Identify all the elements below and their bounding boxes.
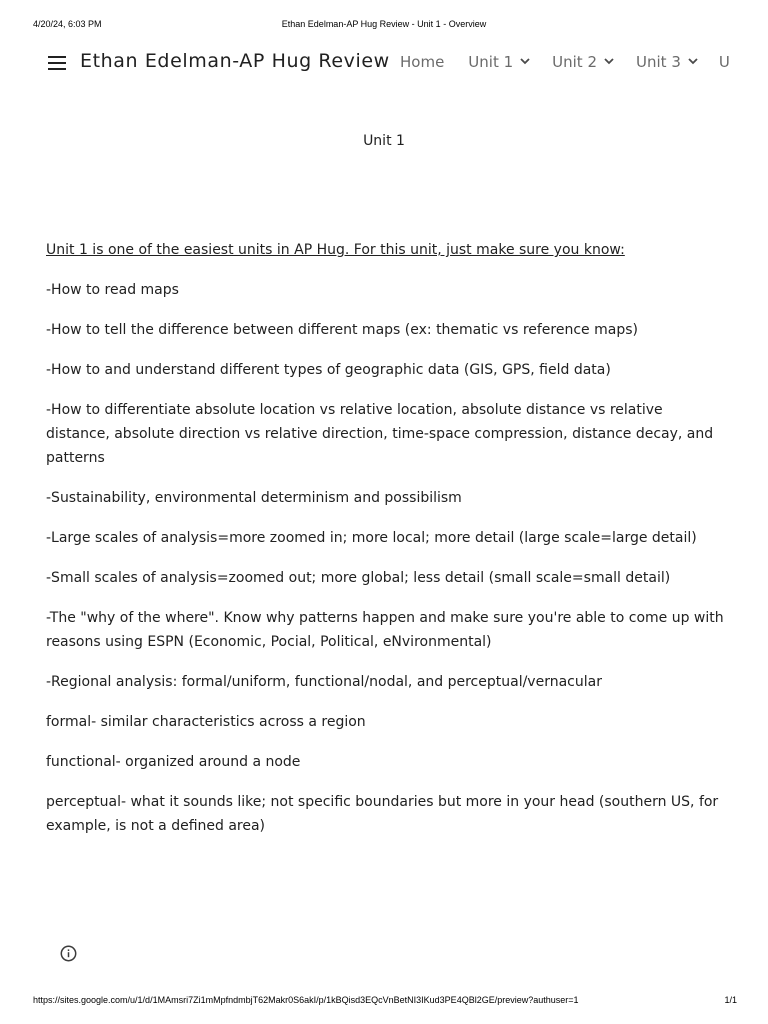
info-circle-icon[interactable] xyxy=(60,945,77,962)
nav-item-label: Home xyxy=(400,53,445,71)
content-paragraph: -How to differentiate absolute location vs relative location, absolute distance vs relative distance, absolute direction vs relative direction, time-space compression, distance decay, and patterns xyxy=(46,402,714,466)
print-datetime: 4/20/24, 6:03 PM xyxy=(33,19,102,29)
content-paragraph: -Regional analysis: formal/uniform, functional/nodal, and perceptual/vernacular xyxy=(46,674,602,690)
content-paragraph: functional- organized around a node xyxy=(46,754,301,770)
chevron-down-icon xyxy=(687,55,699,67)
content-paragraph: -How to tell the difference between different maps (ex: thematic vs reference maps) xyxy=(46,322,638,338)
content-paragraph: formal- similar characteristics across a region xyxy=(46,714,366,730)
nav-item-label: Unit 1 xyxy=(468,53,514,71)
chevron-down-icon xyxy=(603,55,615,67)
page-heading: Unit 1 xyxy=(363,133,405,149)
intro-text: Unit 1 is one of the easiest units in AP Hug. For this unit, just make sure you know: xyxy=(46,242,625,258)
top-navigation xyxy=(400,53,730,71)
content-paragraph: -Sustainability, environmental determinism and possibilism xyxy=(46,490,462,506)
nav-item-unit-3[interactable] xyxy=(636,53,699,71)
hamburger-menu-icon[interactable] xyxy=(48,55,66,70)
nav-item-unit-2[interactable] xyxy=(552,53,615,71)
site-title[interactable]: Ethan Edelman-AP Hug Review xyxy=(80,50,390,72)
print-url: https://sites.google.com/u/1/d/1MAmsri7Zi1mMpfndmbjT62Makr0S6akI/p/1kBQisd3EQcVnBetNI3IKud3PE4QBl2GE/preview?authuser=1 xyxy=(33,995,579,1005)
nav-item-label: Unit 2 xyxy=(552,53,598,71)
nav-item-unit-1[interactable] xyxy=(468,53,531,71)
nav-item-label: Unit 3 xyxy=(636,53,681,71)
content-paragraph: -The "why of the where". Know why patterns happen and make sure you're able to come up with reasons using ESPN (Economic, Pocial, Political, eNvironmental) xyxy=(46,610,724,650)
content-paragraph: perceptual- what it sounds like; not specific boundaries but more in your head (southern US, for example, is not a defined area) xyxy=(46,794,719,834)
content-paragraph: -How to and understand different types of geographic data (GIS, GPS, field data) xyxy=(46,362,611,378)
content-paragraph: -Large scales of analysis=more zoomed in; more local; more detail (large scale=large detail) xyxy=(46,530,697,546)
chevron-down-icon xyxy=(519,55,531,67)
nav-item-overflow[interactable]: U xyxy=(718,53,730,71)
page-content xyxy=(46,238,726,854)
content-paragraph: -Small scales of analysis=zoomed out; more global; less detail (small scale=small detail) xyxy=(46,570,671,586)
content-paragraph: -How to read maps xyxy=(46,282,179,298)
site-header xyxy=(0,40,768,86)
nav-item-home[interactable] xyxy=(400,53,444,71)
print-document-title: Ethan Edelman-AP Hug Review - Unit 1 - Overview xyxy=(281,19,487,29)
print-page-number: 1/1 xyxy=(724,995,737,1005)
